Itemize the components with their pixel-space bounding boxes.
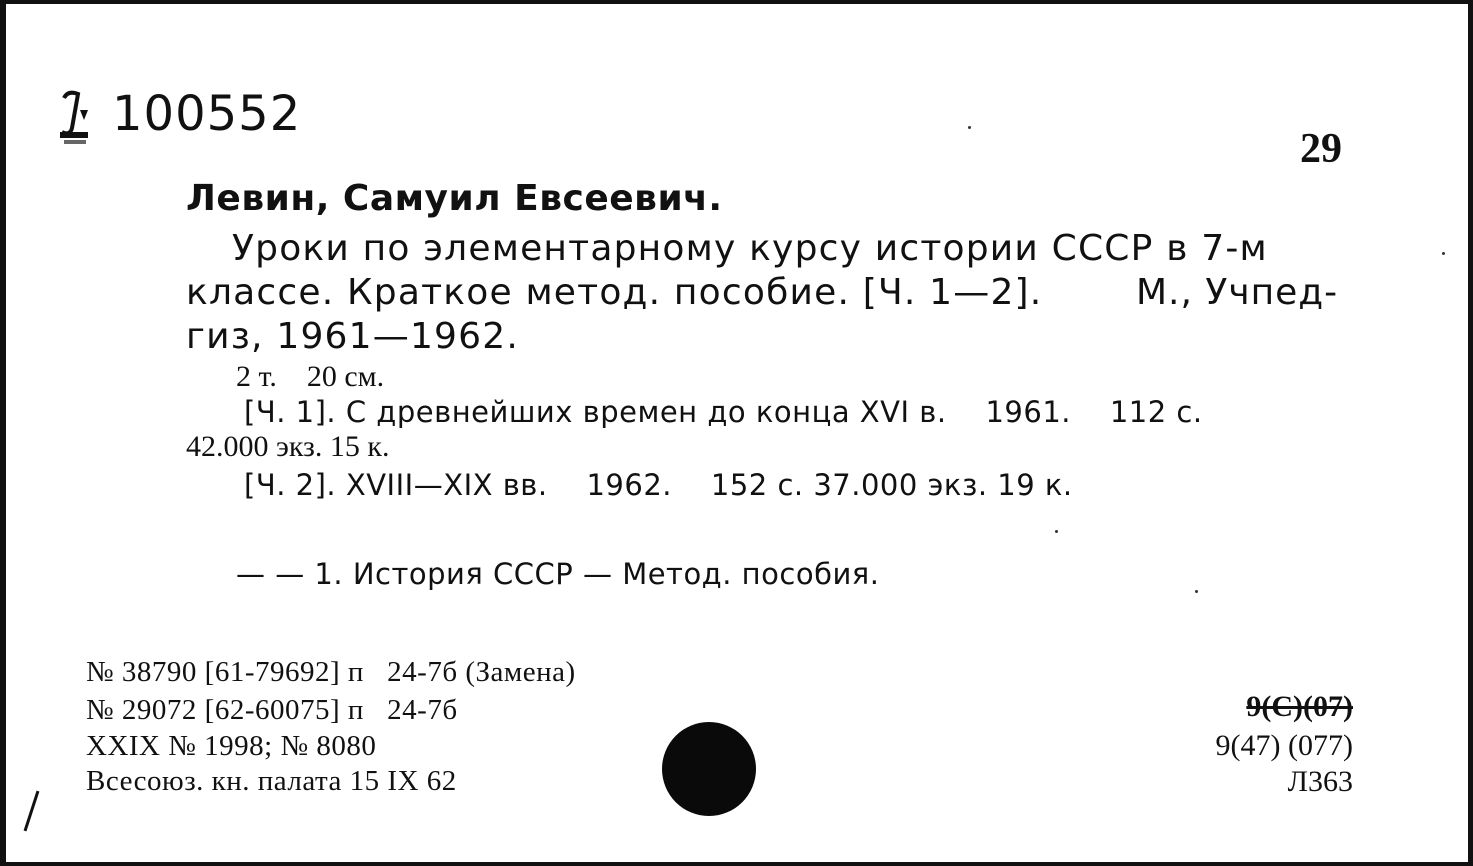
author-heading: Левин, Самуил Евсеевич.: [186, 178, 723, 219]
speck: [968, 126, 971, 129]
author-mark: Л363: [1287, 765, 1353, 798]
title-line-3: гиз, 1961—1962.: [186, 316, 520, 357]
speck: [1055, 530, 1058, 533]
registry-line-4: Всесоюз. кн. палата 15 IX 62: [86, 765, 457, 797]
classification-struck: 9(С)(07): [1246, 690, 1353, 723]
volumes-size: 2 т. 20 см.: [236, 360, 385, 393]
card-border-left: [0, 0, 6, 866]
part-1-print-run: 42.000 экз. 15 к.: [186, 430, 390, 463]
title-line-1: Уроки по элементарному курсу истории СССР в 7-м: [232, 228, 1268, 269]
library-stamp-icon: [58, 88, 92, 148]
imprint-publisher: М., Учпед-: [1136, 272, 1339, 313]
part-1-description: [Ч. 1]. С древнейших времен до конца XVI в. 1961. 112 с.: [244, 395, 1203, 429]
title-line-2: классе. Краткое метод. пособие. [Ч. 1—2].: [186, 272, 1043, 313]
card-border-top: [0, 0, 1473, 4]
subject-heading: — — 1. История СССР — Метод. пособия.: [236, 557, 880, 591]
card-border-right: [1468, 0, 1473, 866]
speck: [1195, 590, 1198, 593]
registry-line-2: № 29072 [62-60075] п 24-7б: [86, 694, 458, 726]
pencil-slash-mark: [24, 791, 40, 832]
speck: [1442, 252, 1445, 255]
inventory-number: 100552: [112, 86, 302, 142]
registry-line-1: № 38790 [61-79692] п 24-7б (Замена): [86, 656, 576, 688]
punch-hole: [662, 722, 756, 816]
classification-code: 9(47) (077): [1215, 729, 1353, 762]
part-2-description: [Ч. 2]. XVIII—XIX вв. 1962. 152 с. 37.000 экз. 19 к.: [244, 468, 1073, 502]
card-border-bottom: [0, 862, 1473, 866]
page-number: 29: [1300, 126, 1342, 172]
registry-line-3: XXIX № 1998; № 8080: [86, 730, 377, 762]
